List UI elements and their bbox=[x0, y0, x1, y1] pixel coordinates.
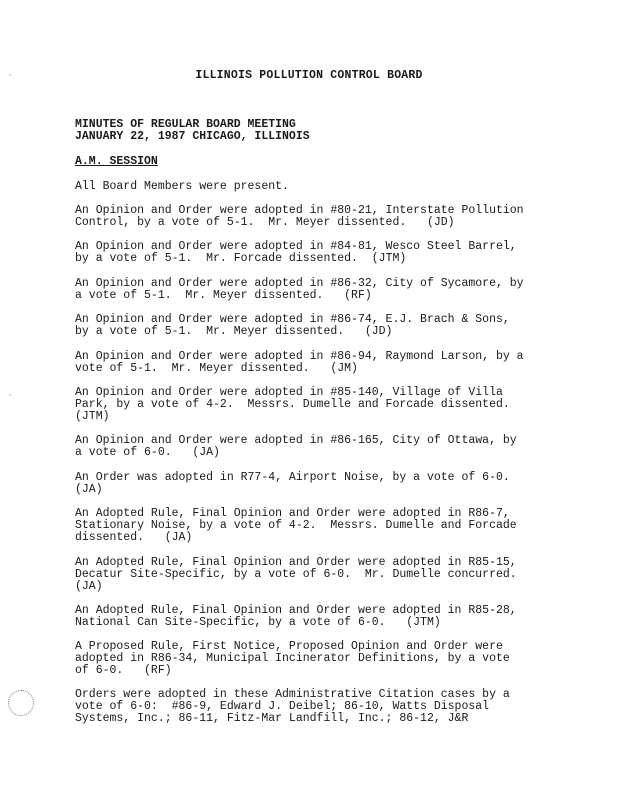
minutes-entry: An Order was adopted in R77-4, Airport Noise, by a vote of 6-0. (JA) bbox=[75, 471, 510, 496]
minutes-entry: An Opinion and Order were adopted in #86-165, City of Ottawa, by a vote of 6-0. (JA) bbox=[75, 434, 517, 459]
minutes-entry: Orders were adopted in these Administrative Citation cases by a vote of 6-0: #86-9, Edward J. Deibel; 86-10, Watts Disposal Systems, Inc.; 86-11, Fitz-Mar Landfill, Inc.; 86-12, J&R bbox=[75, 688, 510, 725]
board-header: ILLINOIS POLLUTION CONTROL BOARD bbox=[195, 69, 423, 82]
meeting-date: JANUARY 22, 1987 CHICAGO, ILLINOIS bbox=[75, 130, 310, 143]
meeting-title: MINUTES OF REGULAR BOARD MEETING bbox=[75, 118, 296, 131]
scan-speck: · bbox=[8, 392, 13, 400]
minutes-entry: An Adopted Rule, Final Opinion and Order were adopted in R85-15, Decatur Site-Specific, by a vote of 6-0. Mr. Dumelle concurred. (JA) bbox=[75, 556, 517, 593]
minutes-entry: An Opinion and Order were adopted in #86-32, City of Sycamore, by a vote of 5-1. Mr. Meyer dissented. (RF) bbox=[75, 277, 524, 302]
minutes-entry: An Adopted Rule, Final Opinion and Order were adopted in R85-28, National Can Site-Specific, by a vote of 6-0. (JTM) bbox=[75, 604, 517, 629]
scan-speck: · bbox=[8, 72, 13, 80]
scan-artifact-mark bbox=[8, 690, 34, 716]
minutes-entry: A Proposed Rule, First Notice, Proposed Opinion and Order were adopted in R86-34, Municipal Incinerator Definitions, by a vote of 6-0. (RF) bbox=[75, 640, 510, 677]
minutes-entry: An Opinion and Order were adopted in #84-81, Wesco Steel Barrel, by a vote of 5-1. Mr. Forcade dissented. (JTM) bbox=[75, 240, 517, 265]
minutes-entry: An Adopted Rule, Final Opinion and Order were adopted in R86-7, Stationary Noise, by a vote of 4-2. Messrs. Dumelle and Forcade dissented. (JA) bbox=[75, 507, 517, 544]
session-heading: A.M. SESSION bbox=[75, 155, 158, 168]
minutes-entry: An Opinion and Order were adopted in #85-140, Village of Villa Park, by a vote of 4-2. Messrs. Dumelle and Forcade dissented. (JTM) bbox=[75, 386, 510, 423]
minutes-entry: An Opinion and Order were adopted in #86-94, Raymond Larson, by a vote of 5-1. Mr. Meyer dissented. (JM) bbox=[75, 350, 524, 375]
attendance-note: All Board Members were present. bbox=[75, 180, 289, 193]
minutes-entry: An Opinion and Order were adopted in #86-74, E.J. Brach & Sons, by a vote of 5-1. Mr. Meyer dissented. (JD) bbox=[75, 313, 510, 338]
minutes-entry: An Opinion and Order were adopted in #80-21, Interstate Pollution Control, by a vote of 5-1. Mr. Meyer dissented. (JD) bbox=[75, 204, 524, 229]
